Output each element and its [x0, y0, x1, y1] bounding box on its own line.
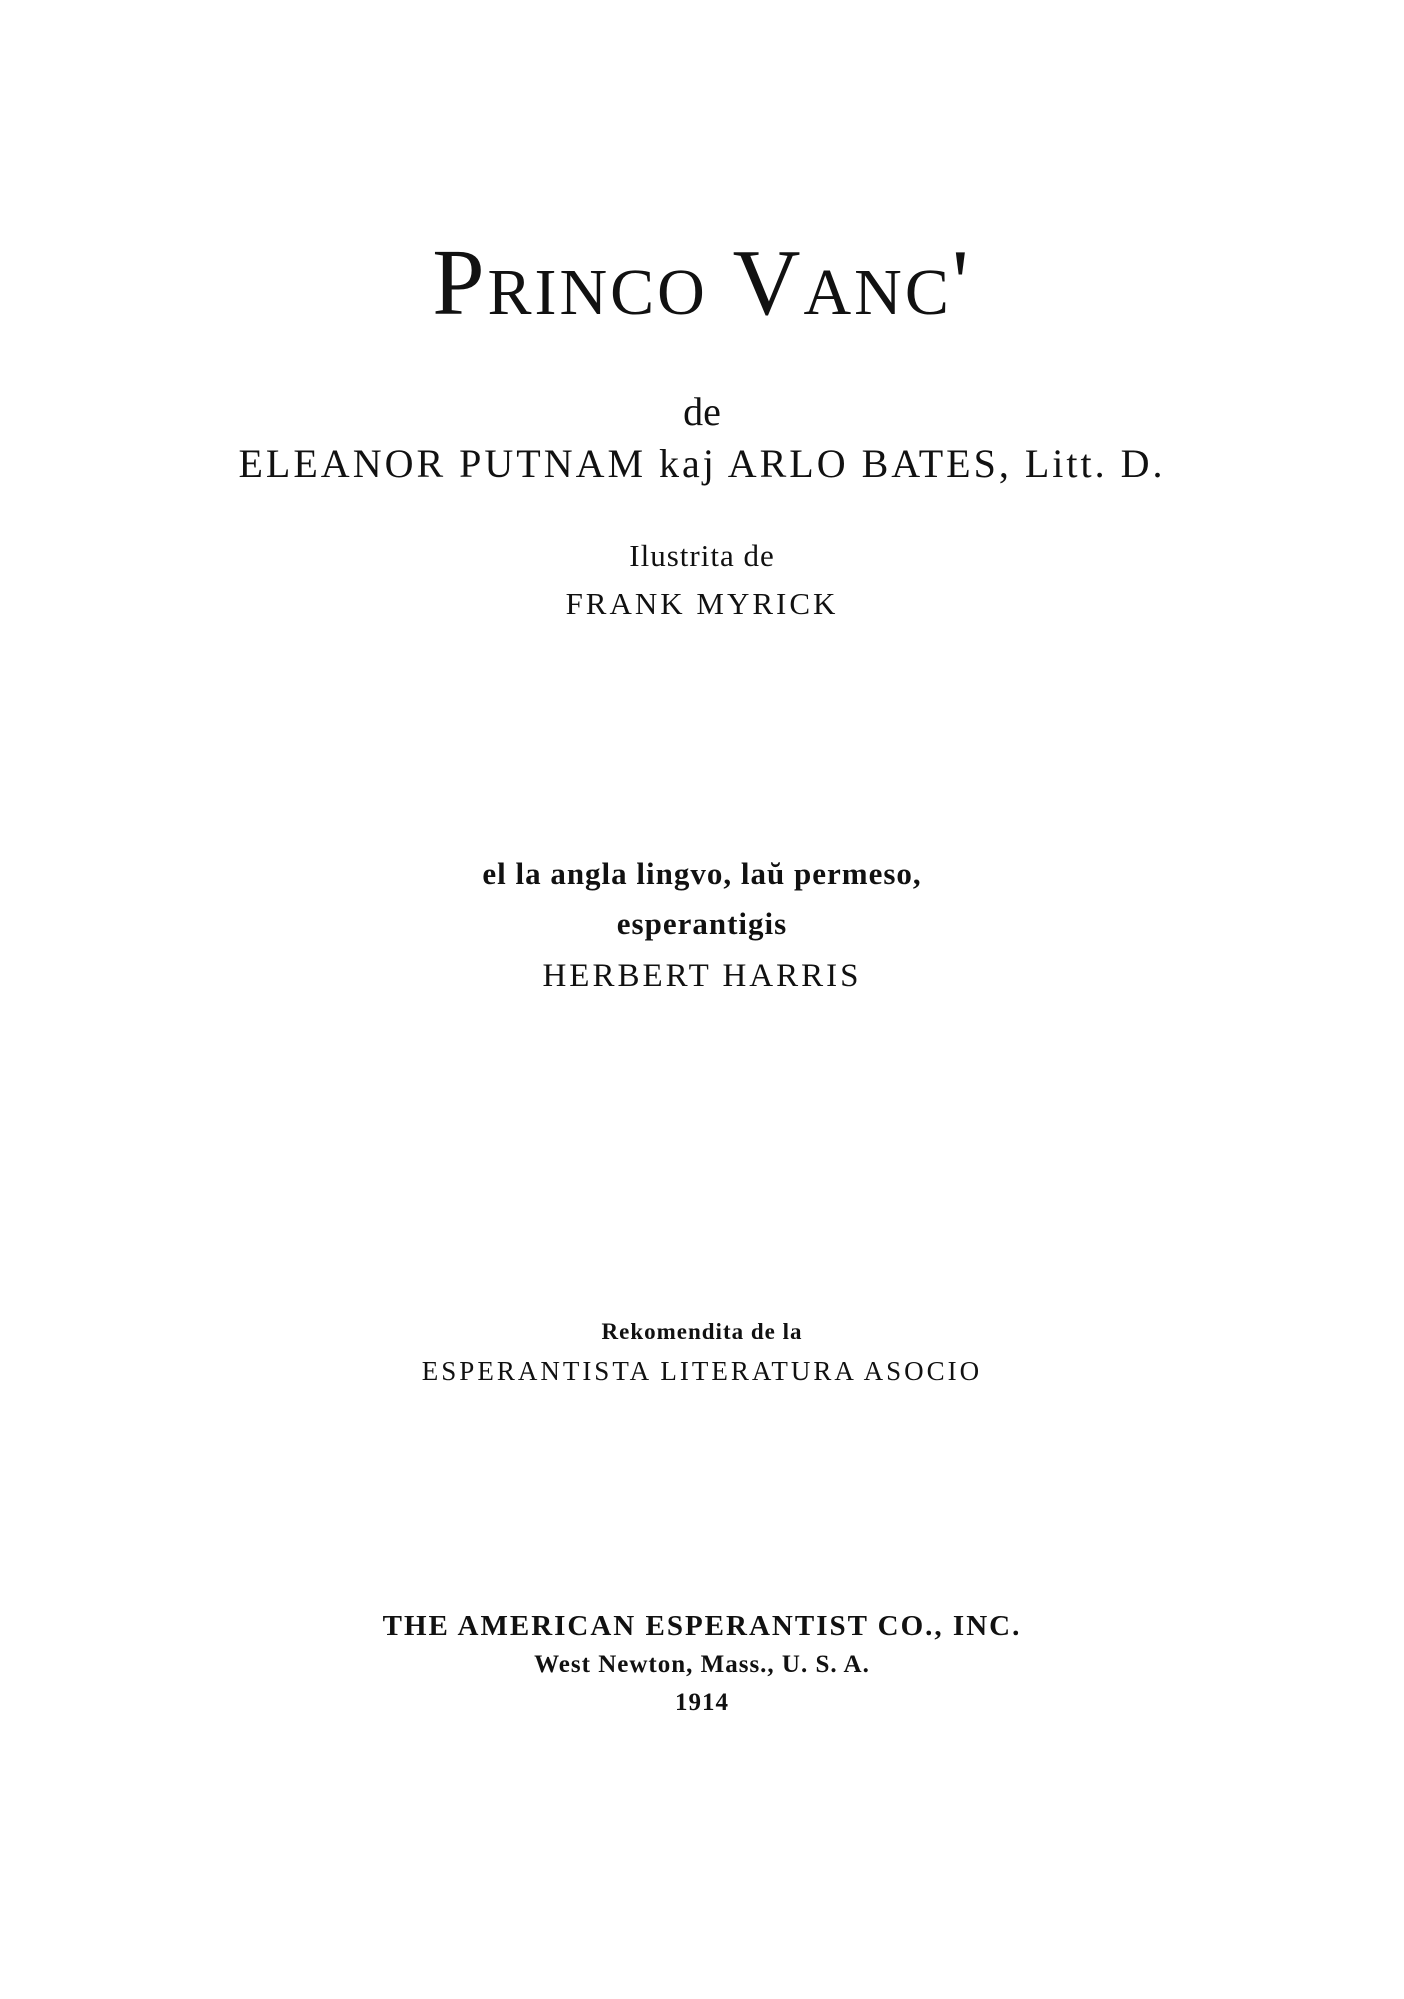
illustrator: FRANK MYRICK — [565, 586, 839, 621]
publisher-address: West Newton, Mass., U. S. A. — [534, 1651, 870, 1678]
publication-year: 1914 — [675, 1689, 729, 1716]
recommended-label: Rekomendita de la — [601, 1319, 803, 1344]
translated-label: esperantigis — [616, 906, 788, 941]
book-title: Princo Vanc' — [432, 231, 972, 335]
translator: HERBERT HARRIS — [542, 958, 862, 994]
publisher: THE AMERICAN ESPERANTIST CO., INC. — [382, 1610, 1022, 1642]
translation-note: el la angla lingvo, laŭ permeso, — [482, 856, 922, 891]
authors: ELEANOR PUTNAM kaj ARLO BATES, Litt. D. — [238, 441, 1166, 486]
by-label: de — [683, 389, 721, 434]
recommending-organization: ESPERANTISTA LITERATURA ASOCIO — [421, 1356, 983, 1386]
illustrated-label: Ilustrita de — [629, 538, 775, 573]
